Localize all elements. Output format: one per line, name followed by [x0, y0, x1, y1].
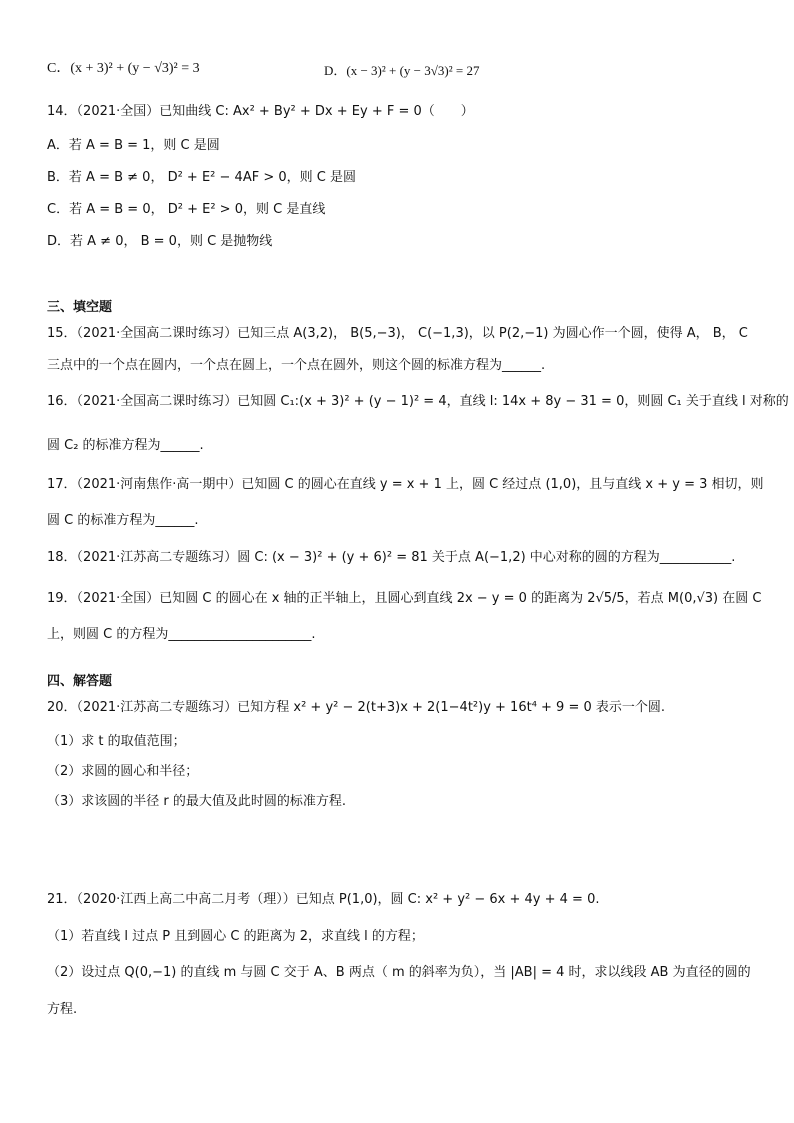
option-13-d: D．(x − 3)² + (y − 3√3)² = 27: [324, 63, 480, 78]
option-13-c: C．(x + 3)² + (y − √3)² = 3: [47, 61, 200, 76]
question-19-line-1: 19．（2021·全国）已知圆 C 的圆心在 x 轴的正半轴上，且圆心到直线 2x − y = 0 的距离为 2√5/5，若点 M(0,√3) 在圆 C: [47, 591, 762, 606]
question-20-part-3: （3）求该圆的半径 r 的最大值及此时圆的标准方程.: [47, 794, 347, 809]
question-20-part-1: （1）求 t 的取值范围；: [47, 734, 186, 749]
question-15-line-2: 三点中的一个点在圆内，一个点在圆上，一个点在圆外，则这个圆的标准方程为______.: [47, 358, 546, 373]
question-16-line-2: 圆 C₂ 的标准方程为______.: [47, 438, 204, 453]
question-20: 20．（2021·江苏高二专题练习）已知方程 x² + y² − 2(t+3)x + 2(1−4t²)y + 16t⁴ + 9 = 0 表示一个圆.: [47, 700, 666, 715]
section-heading-fill-in: 三、填空题: [47, 300, 113, 315]
option-14-d: D．若 A ≠ 0， B = 0，则 C 是抛物线: [47, 234, 273, 249]
question-21-part-3: 方程.: [47, 1002, 78, 1017]
question-16-line-1: 16．（2021·全国高二课时练习）已知圆 C₁:(x + 3)² + (y − 1)² = 4，直线 l: 14x + 8y − 31 = 0，则圆 C₁ 关于直线 l 对称的: [47, 394, 789, 409]
question-21: 21．（2020·江西上高二中高二月考（理））已知点 P(1,0)，圆 C: x² + y² − 6x + 4y + 4 = 0.: [47, 892, 600, 907]
option-14-a: A．若 A = B = 1，则 C 是圆: [47, 138, 220, 153]
question-20-part-2: （2）求圆的圆心和半径；: [47, 764, 199, 779]
option-14-b: B．若 A = B ≠ 0， D² + E² − 4AF > 0，则 C 是圆: [47, 170, 356, 185]
question-17-line-2: 圆 C 的标准方程为______.: [47, 513, 199, 528]
question-19-line-2: 上，则圆 C 的方程为______________________.: [47, 627, 316, 642]
question-21-part-1: （1）若直线 l 过点 P 且到圆心 C 的距离为 2，求直线 l 的方程；: [47, 929, 424, 944]
question-14: 14．（2021·全国）已知曲线 C: Ax² + By² + Dx + Ey + F = 0（ ）: [47, 104, 474, 119]
section-heading-solutions: 四、解答题: [47, 674, 113, 689]
question-17-line-1: 17．（2021·河南焦作·高一期中）已知圆 C 的圆心在直线 y = x + 1 上，圆 C 经过点 (1,0)，且与直线 x + y = 3 相切，则: [47, 477, 764, 492]
question-18: 18．（2021·江苏高二专题练习）圆 C: (x − 3)² + (y + 6)² = 81 关于点 A(−1,2) 中心对称的圆的方程为___________.: [47, 550, 736, 565]
question-21-part-2: （2）设过点 Q(0,−1) 的直线 m 与圆 C 交于 A、B 两点（ m 的斜率为负），当 |AB| = 4 时，求以线段 AB 为直径的圆的: [47, 965, 751, 980]
question-15-line-1: 15．（2021·全国高二课时练习）已知三点 A(3,2)， B(5,−3)， C(−1,3)，以 P(2,−1) 为圆心作一个圆，使得 A， B， C: [47, 326, 748, 341]
option-14-c: C．若 A = B = 0， D² + E² > 0，则 C 是直线: [47, 202, 326, 217]
